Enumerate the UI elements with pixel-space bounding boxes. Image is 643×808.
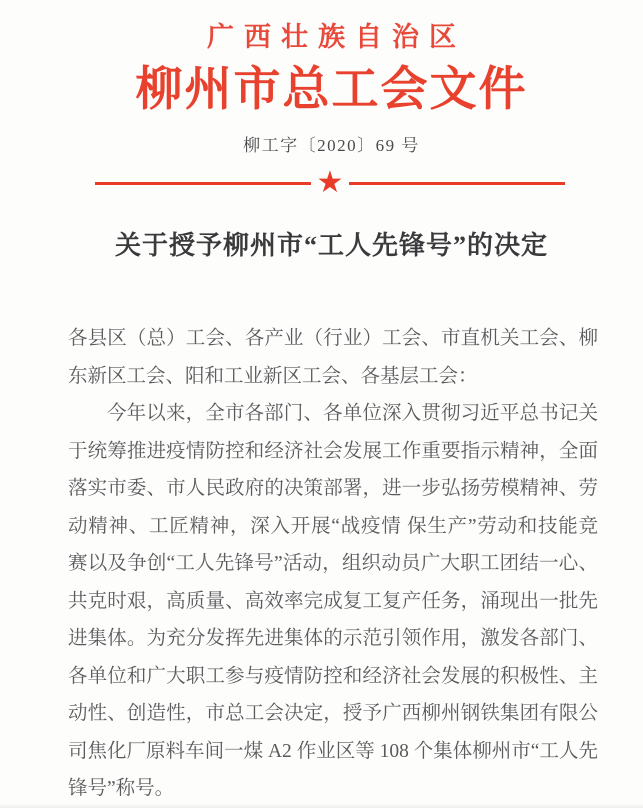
body-line: 赛以及争创“工人先锋号”活动，组织动员广大职工团结一心、 — [68, 553, 598, 574]
doc-number: 柳工字〔2020〕69 号 — [243, 136, 420, 155]
red-rule — [95, 168, 565, 198]
body-line: 动精神、工匠精神，深入开展“战疫情 保生产”劳动和技能竞 — [68, 515, 598, 537]
rule-left-segment — [95, 182, 311, 185]
body-line: 今年以来，全市各部门、各单位深入贯彻习近平总书记关 — [107, 403, 598, 424]
body-line: 东新区工会、阳和工业新区工会、各基层工会： — [68, 365, 478, 387]
star-icon: ★ — [316, 166, 344, 199]
document-title: 关于授予柳州市“工人先锋号”的决定 — [114, 231, 548, 260]
document-body — [68, 320, 598, 808]
body-line: 锋号”称号。 — [68, 778, 175, 799]
org-title: 柳州市总工会文件 — [135, 64, 528, 116]
body-line: 动性、创造性，市总工会决定，授予广西柳州钢铁集团有限公 — [68, 703, 598, 724]
body-line: 于统筹推进疫情防控和经济社会发展工作重要指示精神，全面 — [68, 440, 598, 462]
body-line: 共克时艰，高质量、高效率完成复工复产任务，涌现出一批先 — [68, 590, 598, 612]
body-line: 司焦化厂原料车间一煤 A2 作业区等 108 个集体柳州市“工人先 — [68, 740, 598, 762]
body-line: 落实市委、市人民政府的决策部署，进一步弘扬劳模精神、劳 — [68, 478, 598, 499]
body-line: 各县区（总）工会、各产业（行业）工会、市直机关工会、柳 — [68, 328, 598, 349]
issuer-region-text: 广西壮族自治区 — [207, 22, 466, 52]
body-line: 进集体。为充分发挥先进集体的示范引领作用，激发各部门、 — [68, 628, 598, 649]
body-line: 各单位和广大职工参与疫情防控和经济社会发展的积极性、主 — [68, 665, 598, 687]
rule-right-segment — [349, 182, 565, 185]
